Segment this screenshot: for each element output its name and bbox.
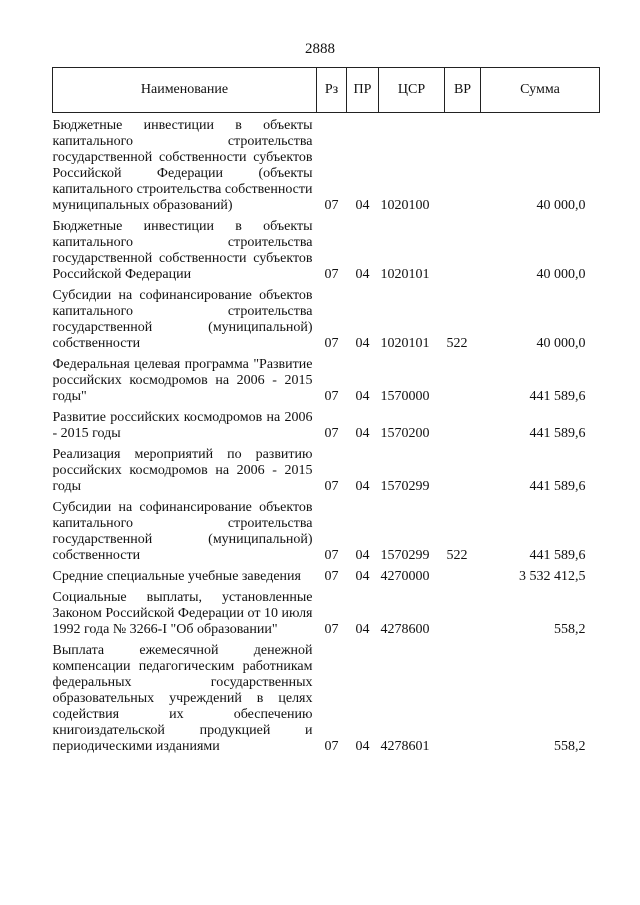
row-csr: 4278600 [380,622,430,637]
page-number: 2888 [305,41,335,57]
row-pr: 04 [355,479,370,494]
row-vr [445,569,481,590]
row-sum: 40 000,0 [536,198,586,213]
row-name: Развитие российских космодромов на 2006 - 2015 годы [52,410,313,441]
row-csr: 4278601 [380,739,430,754]
row-name: Средние специальные учебные заведения [52,569,301,584]
table-row [53,569,600,590]
header-rz: Рз [317,68,347,113]
row-sum: 3 532 412,5 [519,569,586,584]
row-pr: 04 [355,198,370,213]
row-vr [445,447,481,500]
row-vr [445,410,481,447]
row-name: Социальные выплаты, установленные Законом Российской Федерации от 10 июля 1992 года № 3266-I "Об образовании" [52,590,313,637]
row-sum: 441 589,6 [529,426,586,441]
row-sum: 558,2 [554,622,586,637]
header-sum: Сумма [481,68,600,113]
table-row [53,447,600,500]
table-row [53,288,600,357]
row-sum: 441 589,6 [529,389,586,404]
row-name: Субсидии на софинансирование объектов капитального строительства государственной (муниципальной) собственности [52,500,313,563]
row-rz: 07 [324,198,339,213]
row-rz: 07 [324,622,339,637]
row-name: Бюджетные инвестиции в объекты капитального строительства государственной собственности субъектов Российской Федерации (объекты капитального строительства собственности муниципальных образований) [52,118,313,213]
row-pr: 04 [355,336,370,351]
row-vr [445,219,481,288]
row-rz: 07 [324,569,339,584]
row-rz: 07 [324,389,339,404]
row-csr: 4270000 [380,569,430,584]
header-pr: ПР [347,68,379,113]
row-pr: 04 [355,569,370,584]
row-vr [445,643,481,760]
row-pr: 04 [355,267,370,282]
row-vr [445,357,481,410]
row-csr: 1570200 [380,426,430,441]
row-name: Бюджетные инвестиции в объекты капитального строительства государственной собственности субъектов Российской Федерации [52,219,313,282]
row-rz: 07 [324,479,339,494]
row-csr: 1570299 [380,479,430,494]
row-rz: 07 [324,426,339,441]
table-header-row [53,68,600,113]
row-pr: 04 [355,548,370,563]
row-rz: 07 [324,739,339,754]
row-csr: 1020101 [380,267,430,282]
row-name: Выплата ежемесячной денежной компенсации педагогическим работникам федеральных государственных образовательных учреждений в целях содействия их обеспечению книгоиздательской продукцией и периодическими изданиями [52,643,313,754]
header-vr: ВР [445,68,481,113]
row-csr: 1570000 [380,389,430,404]
row-vr [445,590,481,643]
row-csr: 1020100 [380,198,430,213]
row-rz: 07 [324,548,339,563]
budget-table [52,67,600,760]
header-csr: ЦСР [379,68,445,113]
row-vr [445,113,481,220]
row-sum: 441 589,6 [529,479,586,494]
row-name: Субсидии на софинансирование объектов капитального строительства государственной (муниципальной) собственности [52,288,313,351]
header-name: Наименование [53,68,317,113]
row-vr: 522 [446,336,468,351]
row-rz: 07 [324,336,339,351]
row-pr: 04 [355,426,370,441]
row-sum: 40 000,0 [536,267,586,282]
row-sum: 558,2 [554,739,586,754]
table-row [53,357,600,410]
table-row [53,643,600,760]
table-row [53,500,600,569]
row-csr: 1020101 [380,336,430,351]
row-pr: 04 [355,739,370,754]
row-rz: 07 [324,267,339,282]
table-row [53,590,600,643]
row-pr: 04 [355,622,370,637]
table-row [53,219,600,288]
table-row [53,113,600,220]
row-name: Федеральная целевая программа "Развитие российских космодромов на 2006 - 2015 годы" [52,357,313,404]
row-sum: 441 589,6 [529,548,586,563]
row-csr: 1570299 [380,548,430,563]
table-row [53,410,600,447]
row-vr: 522 [446,548,468,563]
row-pr: 04 [355,389,370,404]
row-name: Реализация мероприятий по развитию российских космодромов на 2006 - 2015 годы [52,447,313,494]
row-sum: 40 000,0 [536,336,586,351]
